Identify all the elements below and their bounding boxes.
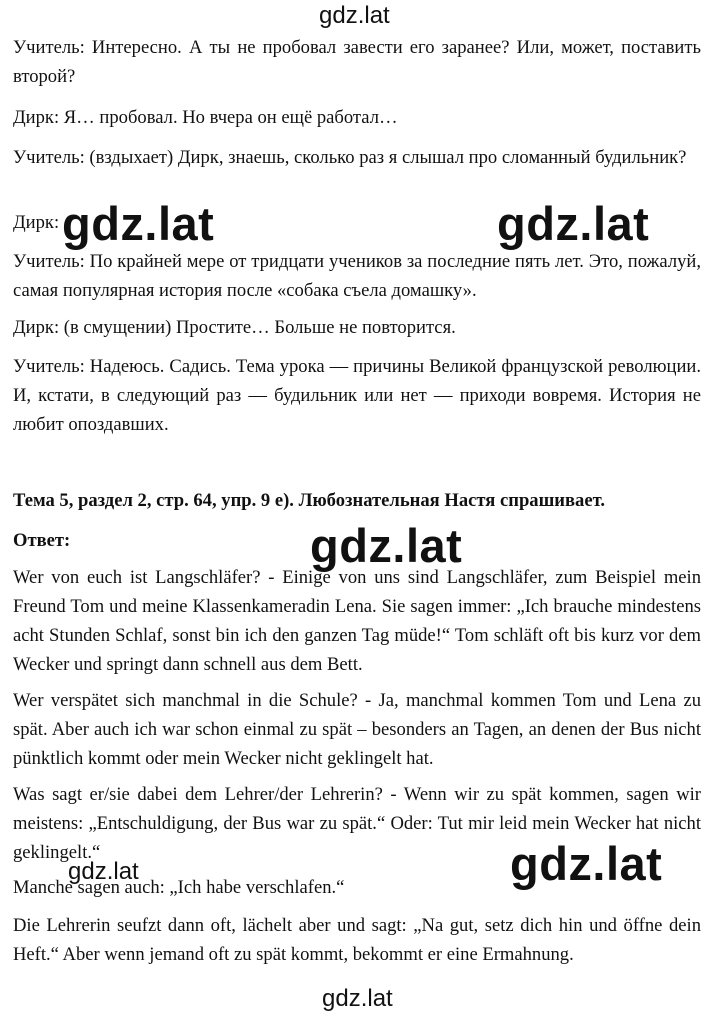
- watermark-top: gdz.lat: [319, 2, 390, 29]
- dialogue-line-7: Учитель: Надеюсь. Садись. Тема урока — причины Великой французской революции. И, кстати, в следующий раз — будильник или нет — приходи вовремя. История не любит опоздавших.: [13, 356, 701, 435]
- watermark-left: gdz.lat: [62, 197, 215, 250]
- watermark-bottom: gdz.lat: [322, 985, 393, 1012]
- answer-paragraph-3: Was sagt er/sie dabei dem Lehrer/der Lehrerin? - Wenn wir zu spät kommen, sagen wir meistens: „Entschuldigung, der Bus war zu spät.“ Oder: Tut mir leid mein Wecker hat nicht geklingelt.“: [13, 784, 701, 863]
- answer-paragraph-1: Wer von euch ist Langschläfer? - Einige von uns sind Langschläfer, zum Beispiel mein Freund Tom und meine Klassenkameradin Lena. Sie sagen immer: „Ich brauche mindestens acht Stunden Schlaf, sonst bin ich den ganzen Tag müde!“ Tom schläft oft bis kurz vor dem Wecker und springt dann schnell aus dem Bett.: [13, 567, 701, 675]
- dialogue-line-5: Учитель: По крайней мере от тридцати учеников за последние пять лет. Это, пожалуй, самая популярная история после «собака съела домашку».: [13, 251, 701, 301]
- dialogue-line-4: Дирк:: [13, 212, 60, 233]
- dialogue-line-1: Учитель: Интересно. А ты не пробовал завести его заранее? Или, может, поставить второй?: [13, 37, 701, 87]
- answer-paragraph-5: Die Lehrerin seufzt dann oft, lächelt aber und sagt: „Na gut, setz dich hin und öffne dein Heft.“ Aber wenn jemand oft zu spät kommt, bekommt er eine Ermahnung.: [13, 915, 701, 965]
- watermark-lower-left: gdz.lat: [68, 858, 139, 885]
- dialogue-line-6: Дирк: (в смущении) Простите… Больше не повторится.: [13, 317, 456, 338]
- watermark-center: gdz.lat: [310, 519, 463, 572]
- watermark-lower-right: gdz.lat: [510, 837, 663, 890]
- answer-paragraph-4: Manche sagen auch: „Ich habe verschlafen.“: [13, 877, 345, 898]
- dialogue-line-2: Дирк: Я… пробовал. Но вчера он ещё работал…: [13, 107, 398, 128]
- task-heading: Тема 5, раздел 2, стр. 64, упр. 9 e). Любознательная Настя спрашивает.: [13, 490, 605, 511]
- answer-label: Ответ:: [13, 530, 71, 551]
- watermark-right: gdz.lat: [497, 197, 650, 250]
- answer-paragraph-2: Wer verspätet sich manchmal in die Schule? - Ja, manchmal kommen Tom und Lena zu spät. Aber auch ich war schon einmal zu spät – besonders an Tagen, an denen der Bus nicht pünktlich kommt oder mein Wecker nicht geklingelt hat.: [13, 690, 701, 769]
- dialogue-line-3: Учитель: (вздыхает) Дирк, знаешь, сколько раз я слышал про сломанный будильник?: [13, 147, 687, 168]
